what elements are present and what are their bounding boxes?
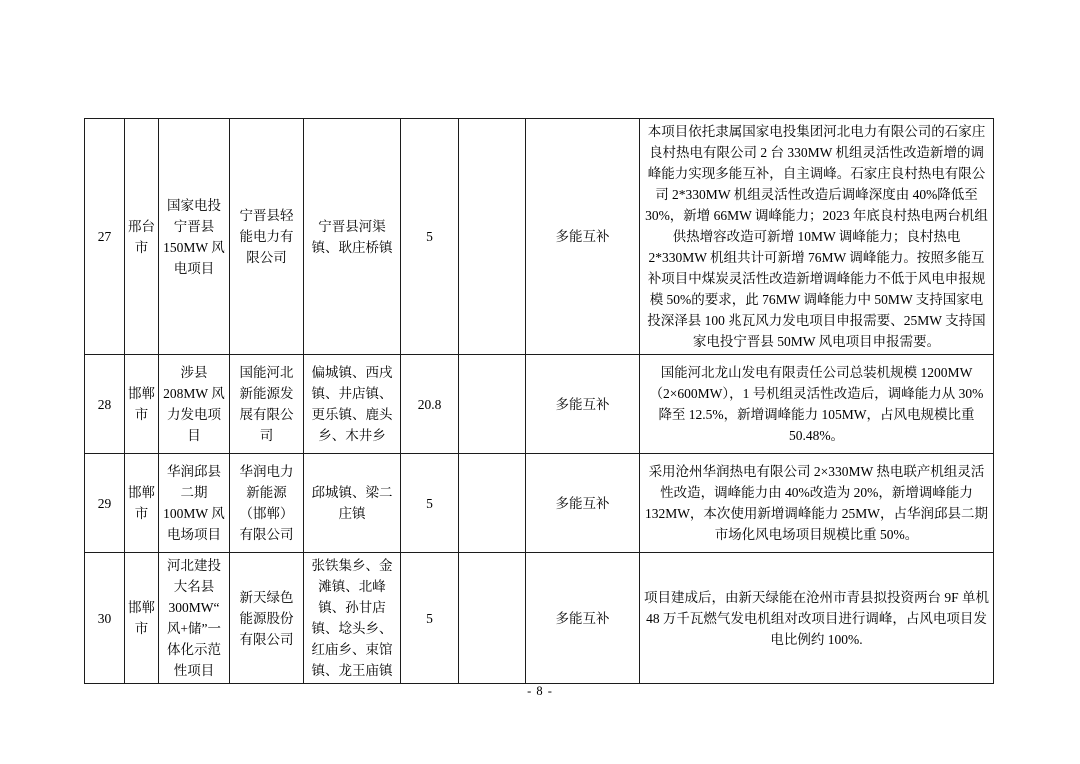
company-cell: 国能河北新能源发展有限公司	[230, 355, 304, 454]
seq-cell: 29	[85, 454, 125, 553]
company-cell: 新天绿色能源股份有限公司	[230, 553, 304, 684]
type-cell: 多能互补	[526, 355, 640, 454]
project-name-cell: 河北建投大名县 300MW“风+储”一体化示范性项目	[159, 553, 230, 684]
projects-table	[84, 118, 994, 684]
blank-cell	[459, 355, 526, 454]
page-number: - 8 -	[527, 684, 553, 698]
company-cell: 宁晋县轻能电力有限公司	[230, 119, 304, 355]
city-cell: 邯郸市	[125, 553, 159, 684]
type-cell: 多能互补	[526, 553, 640, 684]
location-cell: 宁晋县河渠镇、耿庄桥镇	[304, 119, 401, 355]
location-cell: 偏城镇、西戌镇、井店镇、更乐镇、鹿头乡、木井乡	[304, 355, 401, 454]
description-cell: 采用沧州华润热电有限公司 2×330MW 热电联产机组灵活性改造，调峰能力由 40%改造为 20%，新增调峰能力 132MW，本次使用新增调峰能力 25MW，占华润邱县二期市场化风电场项目规模比重 50%。	[640, 454, 994, 553]
capacity-cell: 20.8	[401, 355, 459, 454]
capacity-cell: 5	[401, 454, 459, 553]
type-cell: 多能互补	[526, 454, 640, 553]
table-row	[85, 454, 994, 553]
seq-cell: 27	[85, 119, 125, 355]
seq-cell: 30	[85, 553, 125, 684]
description-cell: 项目建成后，由新天绿能在沧州市青县拟投资两台 9F 单机 48 万千瓦燃气发电机组对改项目进行调峰，占风电项目发电比例约 100%.	[640, 553, 994, 684]
description-cell: 国能河北龙山发电有限责任公司总装机规模 1200MW（2×600MW），1 号机组灵活性改造后，调峰能力从 30%降至 12.5%，新增调峰能力 105MW，占风电规模比重 50.48%。	[640, 355, 994, 454]
city-cell: 邯郸市	[125, 454, 159, 553]
table-row	[85, 553, 994, 684]
type-cell: 多能互补	[526, 119, 640, 355]
city-cell: 邢台市	[125, 119, 159, 355]
blank-cell	[459, 553, 526, 684]
company-cell: 华润电力新能源（邯郸）有限公司	[230, 454, 304, 553]
location-cell: 邱城镇、梁二庄镇	[304, 454, 401, 553]
description-cell: 本项目依托隶属国家电投集团河北电力有限公司的石家庄良村热电有限公司 2 台 330MW 机组灵活性改造新增的调峰能力实现多能互补，自主调峰。石家庄良村热电有限公司 2*330MW 机组灵活性改造后调峰深度由 40%降低至 30%，新增 66MW 调峰能力；2023 年底良村热电两台机组供热增容改造可新增 10MW 调峰能力；良村热电 2*330MW 机组共计可新增 76MW 调峰能力。按照多能互补项目中煤炭灵活性改造新增调峰能力不低于风电申报规模 50%的要求，此 76MW 调峰能力中 50MW 支持国家电投深泽县 100 兆瓦风力发电项目申报需要、25MW 支持国家电投宁晋县 50MW 风电项目申报需要。	[640, 119, 994, 355]
seq-cell: 28	[85, 355, 125, 454]
city-cell: 邯郸市	[125, 355, 159, 454]
project-name-cell: 华润邱县二期 100MW 风电场项目	[159, 454, 230, 553]
location-cell: 张铁集乡、金滩镇、北峰镇、孙甘店镇、埝头乡、红庙乡、束馆镇、龙王庙镇	[304, 553, 401, 684]
table-row	[85, 355, 994, 454]
table-row	[85, 119, 994, 355]
project-name-cell: 涉县 208MW 风力发电项目	[159, 355, 230, 454]
project-name-cell: 国家电投宁晋县 150MW 风电项目	[159, 119, 230, 355]
blank-cell	[459, 119, 526, 355]
capacity-cell: 5	[401, 553, 459, 684]
blank-cell	[459, 454, 526, 553]
capacity-cell: 5	[401, 119, 459, 355]
